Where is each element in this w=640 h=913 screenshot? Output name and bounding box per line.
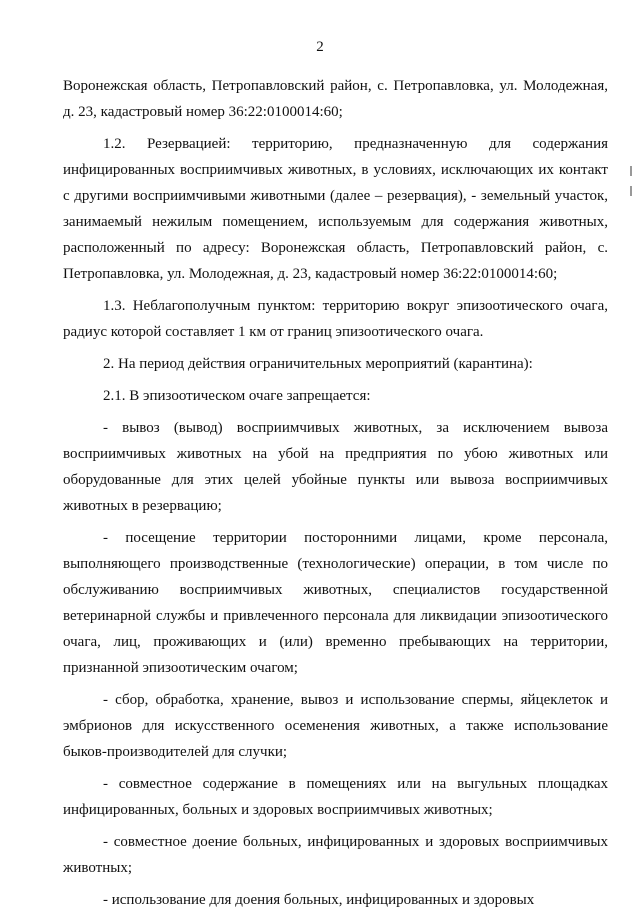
page-number: 2 xyxy=(316,39,324,55)
document-body xyxy=(63,73,608,913)
list-item-milking-equipment: - использование для доения больных, инфицированных и здоровых xyxy=(103,892,535,908)
list-item-sperm-embryos: - сбор, обработка, хранение, вывоз и использование спермы, яйцеклеток и эмбрионов для искусственного осеменения животных, а также использование быков-производителей для случки; xyxy=(63,692,608,760)
list-item-joint-keeping: - совместное содержание в помещениях или на выгульных площадках инфицированных, больных и здоровых восприимчивых животных; xyxy=(63,776,608,818)
scan-mark xyxy=(630,166,632,176)
list-item-export-animals: - вывоз (вывод) восприимчивых животных, за исключением вывоза восприимчивых животных на убой на предприятия по убою животных или оборудованные для этих целей убойные пункты или вывоза восприимчивых животных в резервацию; xyxy=(63,420,608,514)
list-item-visiting-territory: - посещение территории посторонними лицами, кроме персонала, выполняющего производственные (технологические) операции, в том числе по обслуживанию восприимчивых животных, специалистов государственной ветеринарной службы и привлеченного персонала для ликвидации эпизоотического очага, лиц, проживающих и (или) временно пребывающих на территории, признанной эпизоотическим очагом; xyxy=(63,530,608,676)
paragraph-2-quarantine-period: 2. На период действия ограничительных мероприятий (карантина): xyxy=(103,356,533,372)
paragraph-1-3-unfavorable-point: 1.3. Неблагополучным пунктом: территорию вокруг эпизоотического очага, радиус которой составляет 1 км от границ эпизоотического очага. xyxy=(63,298,608,340)
list-item-joint-milking: - совместное доение больных, инфицированных и здоровых восприимчивых животных; xyxy=(63,834,608,876)
paragraph-address-continuation: Воронежская область, Петропавловский район, с. Петропавловка, ул. Молодежная, д. 23, кадастровый номер 36:22:0100014:60; xyxy=(63,78,608,120)
paragraph-2-1-prohibited: 2.1. В эпизоотическом очаге запрещается: xyxy=(103,388,371,404)
paragraph-1-2-reservation: 1.2. Резервацией: территорию, предназначенную для содержания инфицированных восприимчивых животных, в условиях, исключающих их контакт с другими восприимчивыми животными (далее – резервация), - земельный участок, занимаемый нежилым помещением, используемым для содержания животных, расположенный по адресу: Воронежская область, Петропавловский район, с. Петропавловка, ул. Молодежная, д. 23, кадастровый номер 36:22:0100014:60; xyxy=(63,136,608,282)
scan-mark xyxy=(630,186,632,196)
